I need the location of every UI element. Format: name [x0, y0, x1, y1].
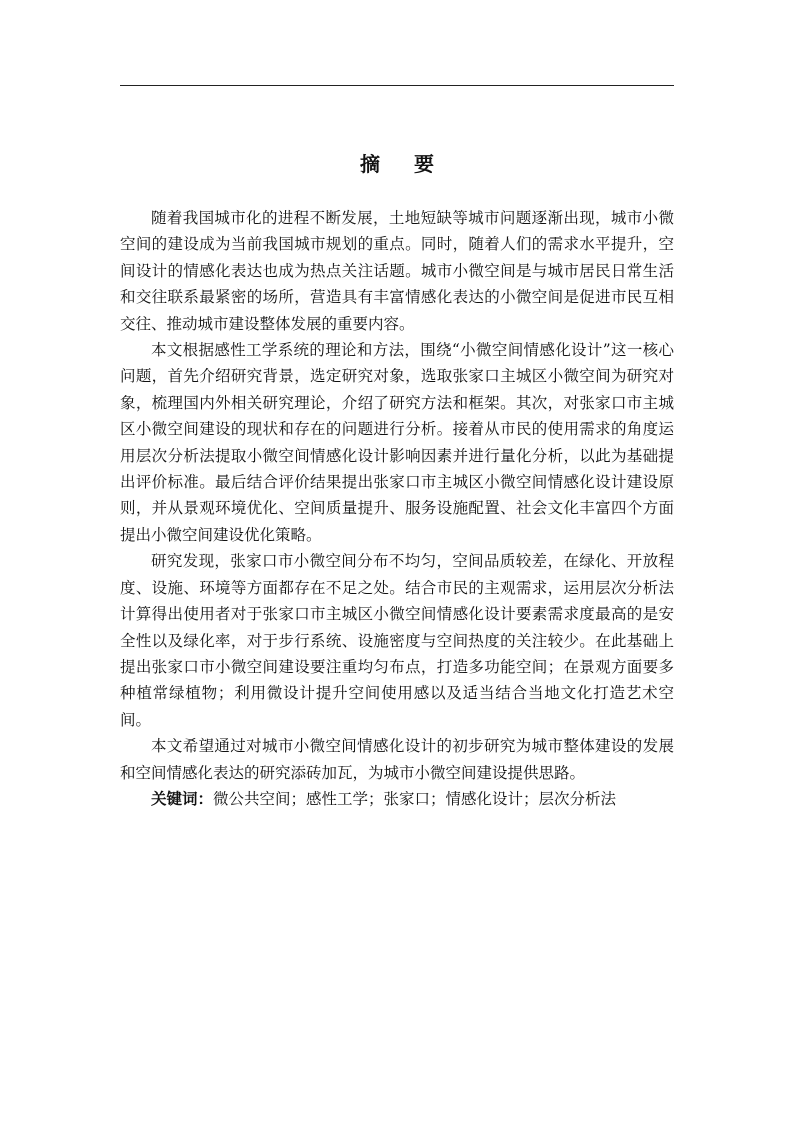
header-rule: [120, 85, 674, 86]
title-char-2: 要: [414, 152, 434, 176]
abstract-paragraph-4: 本文希望通过对城市小微空间情感化设计的初步研究为城市整体建设的发展和空间情感化表达的研究添砖加瓦，为城市小微空间建设提供思路。: [120, 737, 674, 782]
abstract-paragraph-2: 本文根据感性工学系统的理论和方法，围绕“小微空间情感化设计”这一核心问题，首先介绍研究背景，选定研究对象，选取张家口主城区小微空间为研究对象，梳理国内外相关研究理论，介绍了研究方法和框架。其次，对张家口市主城区小微空间建设的现状和存在的问题进行分析。接着从市民的使用需求的角度运用层次分析法提取小微空间情感化设计影响因素并进行量化分析，以此为基础提出评价标准。最后结合评价结果提出张家口市主城区小微空间情感化设计建设原则，并从景观环境优化、空间质量提升、服务设施配置、社会文化丰富四个方面提出小微空间建设优化策略。: [120, 341, 674, 544]
keywords-label: 关键词：: [151, 788, 214, 808]
abstract-paragraph-3: 研究发现，张家口市小微空间分布不均匀，空间品质较差，在绿化、开放程度、设施、环境等方面都存在不足之处。结合市民的主观需求，运用层次分析法计算得出使用者对于张家口市主城区小微空间情感化设计要素需求度最高的是安全性以及绿化率，对于步行系统、设施密度与空间热度的关注较少。在此基础上提出张家口市小微空间建设要注重均匀布点，打造多功能空间；在景观方面要多种植常绿植物；利用微设计提升空间使用感以及适当结合当地文化打造艺术空间。: [120, 552, 674, 729]
keywords-text: 微公共空间；感性工学；张家口；情感化设计；层次分析法: [213, 789, 617, 808]
abstract-paragraph-1: 随着我国城市化的进程不断发展，土地短缺等城市问题逐渐出现，城市小微空间的建设成为当前我国城市规划的重点。同时，随着人们的需求水平提升，空间设计的情感化表达也成为热点关注话题。城市小微空间是与城市居民日常生活和交往联系最紧密的场所，营造具有丰富情感化表达的小微空间是促进市民互相交往、推动城市建设整体发展的重要内容。: [120, 209, 674, 333]
page-title: [120, 150, 674, 178]
abstract-body: [120, 205, 674, 812]
title-char-1: 摘: [360, 152, 380, 176]
keywords-line: [120, 786, 674, 812]
